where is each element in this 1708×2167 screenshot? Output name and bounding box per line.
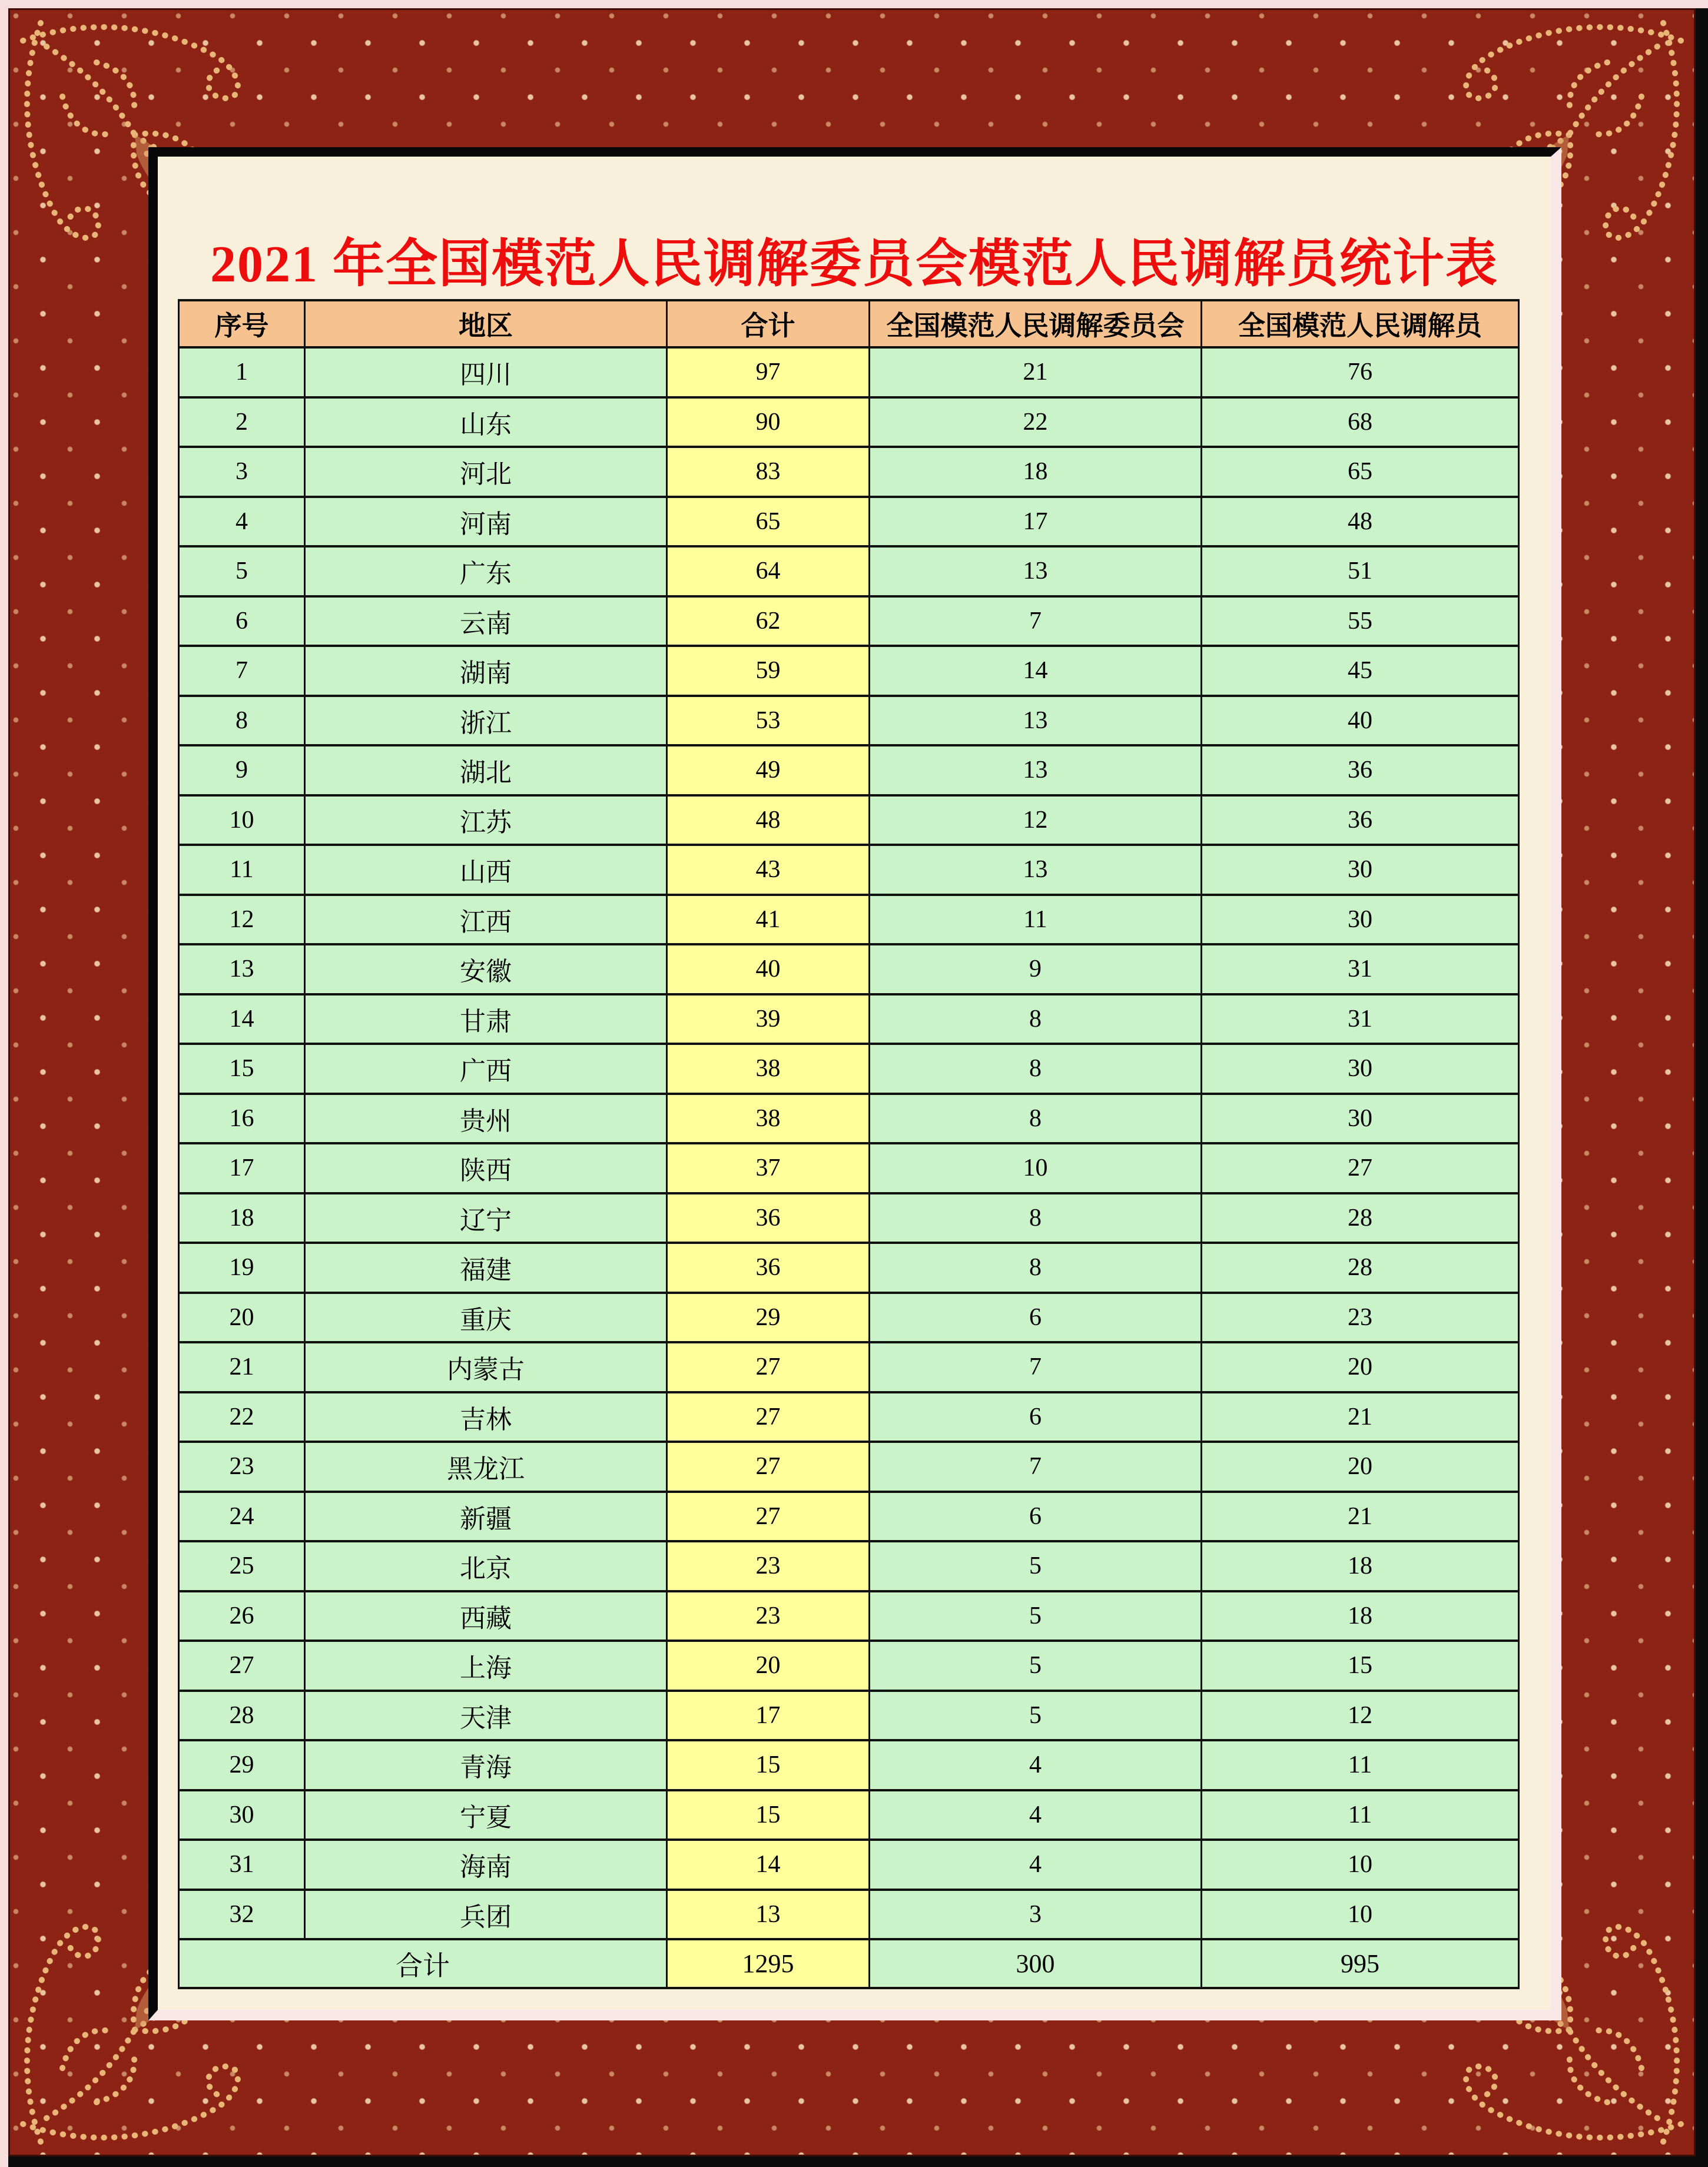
cell-mediators: 48 [1202,497,1519,547]
cell-committees: 3 [870,1890,1202,1940]
table-row [179,1293,1519,1343]
cell-region: 兵团 [305,1890,667,1940]
cell-mediators: 68 [1202,397,1519,447]
cell-committees: 13 [870,546,1202,596]
cell-region: 青海 [305,1740,667,1790]
cell-no: 28 [179,1691,305,1741]
cell-total: 20 [667,1641,870,1691]
cell-committees: 5 [870,1641,1202,1691]
cell-committees: 7 [870,1442,1202,1492]
cell-total: 14 [667,1840,870,1890]
table-row [179,1392,1519,1442]
cell-no: 21 [179,1342,305,1392]
header-cell-total: 合计 [667,300,870,347]
cell-mediators: 65 [1202,447,1519,497]
cell-mediators: 21 [1202,1392,1519,1442]
cell-no: 15 [179,1044,305,1094]
table-row [179,546,1519,596]
cell-region: 安徽 [305,944,667,994]
table-row [179,497,1519,547]
cell-mediators: 28 [1202,1193,1519,1243]
cell-mediators: 31 [1202,994,1519,1044]
cell-no: 25 [179,1541,305,1591]
table-row [179,596,1519,646]
cell-mediators: 10 [1202,1840,1519,1890]
cell-no: 18 [179,1193,305,1243]
cell-region: 山东 [305,397,667,447]
cell-region: 河北 [305,447,667,497]
table-row [179,1094,1519,1144]
cell-mediators: 20 [1202,1342,1519,1392]
cell-total: 59 [667,646,870,696]
cell-no: 27 [179,1641,305,1691]
total-row-total: 1295 [667,1939,870,1988]
cell-no: 13 [179,944,305,994]
cell-committees: 8 [870,1094,1202,1144]
cell-no: 2 [179,397,305,447]
cell-total: 27 [667,1492,870,1542]
cell-no: 17 [179,1143,305,1193]
cell-committees: 5 [870,1591,1202,1641]
cell-mediators: 12 [1202,1691,1519,1741]
table-row [179,1143,1519,1193]
outer-shadow-edge-bottom [0,2156,1708,2167]
cell-mediators: 11 [1202,1740,1519,1790]
cell-committees: 18 [870,447,1202,497]
cell-mediators: 36 [1202,795,1519,845]
cell-total: 27 [667,1342,870,1392]
cell-committees: 4 [870,1740,1202,1790]
cell-committees: 5 [870,1691,1202,1741]
cell-region: 吉林 [305,1392,667,1442]
cell-mediators: 21 [1202,1492,1519,1542]
cell-committees: 7 [870,1342,1202,1392]
cell-committees: 8 [870,1193,1202,1243]
outer-shadow-edge-right [1696,0,1708,2167]
cell-region: 海南 [305,1840,667,1890]
table-row [179,944,1519,994]
cell-region: 陕西 [305,1143,667,1193]
cell-no: 1 [179,347,305,397]
cell-mediators: 36 [1202,745,1519,795]
cell-no: 30 [179,1790,305,1840]
cell-no: 16 [179,1094,305,1144]
table-header-row [179,300,1519,347]
cell-total: 17 [667,1691,870,1741]
cell-committees: 9 [870,944,1202,994]
cell-total: 13 [667,1890,870,1940]
cell-mediators: 30 [1202,1094,1519,1144]
cell-region: 西藏 [305,1591,667,1641]
cell-no: 6 [179,596,305,646]
cell-total: 27 [667,1392,870,1442]
cell-region: 河南 [305,497,667,547]
cell-no: 5 [179,546,305,596]
cell-no: 20 [179,1293,305,1343]
table-row [179,1442,1519,1492]
outer-highlight-edge-left [0,0,8,2167]
cell-region: 湖北 [305,745,667,795]
cell-region: 宁夏 [305,1790,667,1840]
cell-total: 15 [667,1740,870,1790]
table-row [179,1243,1519,1293]
cell-committees: 13 [870,845,1202,895]
cell-no: 23 [179,1442,305,1492]
cell-mediators: 30 [1202,845,1519,895]
table-row [179,1890,1519,1940]
cell-committees: 14 [870,646,1202,696]
cell-total: 97 [667,347,870,397]
cell-total: 37 [667,1143,870,1193]
cell-mediators: 27 [1202,1143,1519,1193]
table-row [179,347,1519,397]
table-row [179,1591,1519,1641]
cell-committees: 17 [870,497,1202,547]
table-row [179,447,1519,497]
cell-mediators: 15 [1202,1641,1519,1691]
header-cell-mediators: 全国模范人民调解员 [1202,300,1519,347]
cell-total: 83 [667,447,870,497]
table-row [179,1342,1519,1392]
cell-committees: 13 [870,696,1202,746]
cell-region: 云南 [305,596,667,646]
cell-total: 36 [667,1193,870,1243]
total-row [179,1939,1519,1988]
cell-no: 31 [179,1840,305,1890]
cell-mediators: 55 [1202,596,1519,646]
cell-region: 广西 [305,1044,667,1094]
cell-region: 辽宁 [305,1193,667,1243]
cell-committees: 6 [870,1392,1202,1442]
cell-committees: 6 [870,1293,1202,1343]
cell-mediators: 31 [1202,944,1519,994]
cell-committees: 4 [870,1790,1202,1840]
cell-no: 29 [179,1740,305,1790]
table-row [179,1492,1519,1542]
cell-mediators: 20 [1202,1442,1519,1492]
cell-no: 19 [179,1243,305,1293]
table-row [179,895,1519,945]
table-row [179,1840,1519,1890]
cell-no: 9 [179,745,305,795]
cell-no: 22 [179,1392,305,1442]
cell-committees: 8 [870,994,1202,1044]
cell-total: 43 [667,845,870,895]
cell-total: 90 [667,397,870,447]
cell-mediators: 30 [1202,1044,1519,1094]
cell-mediators: 30 [1202,895,1519,945]
total-row-mediators: 995 [1202,1939,1519,1988]
cell-total: 39 [667,994,870,1044]
cell-no: 8 [179,696,305,746]
cell-region: 山西 [305,845,667,895]
cell-region: 天津 [305,1691,667,1741]
cell-region: 北京 [305,1541,667,1591]
table-row [179,1790,1519,1840]
cell-region: 新疆 [305,1492,667,1542]
cell-region: 四川 [305,347,667,397]
cell-total: 27 [667,1442,870,1492]
cell-committees: 4 [870,1840,1202,1890]
cell-total: 49 [667,745,870,795]
cell-mediators: 45 [1202,646,1519,696]
cell-no: 7 [179,646,305,696]
cell-region: 贵州 [305,1094,667,1144]
cell-mediators: 18 [1202,1541,1519,1591]
cell-committees: 10 [870,1143,1202,1193]
cell-committees: 12 [870,795,1202,845]
cell-total: 23 [667,1541,870,1591]
cell-no: 32 [179,1890,305,1940]
cell-mediators: 76 [1202,347,1519,397]
cell-region: 福建 [305,1243,667,1293]
cell-mediators: 10 [1202,1890,1519,1940]
cell-committees: 13 [870,745,1202,795]
stats-table-container [178,299,1518,1989]
stats-table [178,299,1520,1989]
cell-region: 江苏 [305,795,667,845]
cell-total: 38 [667,1094,870,1144]
cell-committees: 5 [870,1541,1202,1591]
cell-total: 41 [667,895,870,945]
table-row [179,1740,1519,1790]
cell-region: 湖南 [305,646,667,696]
cell-mediators: 51 [1202,546,1519,596]
cell-committees: 6 [870,1492,1202,1542]
table-row [179,1641,1519,1691]
cell-mediators: 40 [1202,696,1519,746]
cell-no: 14 [179,994,305,1044]
cell-region: 黑龙江 [305,1442,667,1492]
cell-total: 29 [667,1293,870,1343]
total-row-label: 合计 [179,1939,667,1988]
cell-total: 62 [667,596,870,646]
cell-no: 12 [179,895,305,945]
header-cell-committees: 全国模范人民调解委员会 [870,300,1202,347]
cell-no: 26 [179,1591,305,1641]
cell-total: 40 [667,944,870,994]
outer-highlight-edge-top [0,0,1708,8]
cell-region: 重庆 [305,1293,667,1343]
cell-committees: 8 [870,1044,1202,1094]
cell-total: 65 [667,497,870,547]
cell-no: 3 [179,447,305,497]
cell-mediators: 28 [1202,1243,1519,1293]
cell-total: 48 [667,795,870,845]
header-cell-no: 序号 [179,300,305,347]
cell-region: 江西 [305,895,667,945]
header-cell-region: 地区 [305,300,667,347]
cell-total: 38 [667,1044,870,1094]
table-row [179,1541,1519,1591]
cell-no: 4 [179,497,305,547]
cell-total: 23 [667,1591,870,1641]
cell-no: 11 [179,845,305,895]
cell-total: 64 [667,546,870,596]
cell-region: 广东 [305,546,667,596]
cell-committees: 11 [870,895,1202,945]
cell-committees: 7 [870,596,1202,646]
table-row [179,646,1519,696]
cell-total: 53 [667,696,870,746]
table-row [179,1193,1519,1243]
table-row [179,1044,1519,1094]
content-panel [148,147,1561,2020]
cell-total: 36 [667,1243,870,1293]
table-row [179,696,1519,746]
cell-committees: 22 [870,397,1202,447]
cell-total: 15 [667,1790,870,1840]
cell-mediators: 18 [1202,1591,1519,1641]
page-title: 2021 年全国模范人民调解委员会模范人民调解员统计表 [210,236,1498,293]
cell-mediators: 23 [1202,1293,1519,1343]
cell-region: 内蒙古 [305,1342,667,1392]
table-row [179,1691,1519,1741]
table-row [179,745,1519,795]
table-row [179,397,1519,447]
table-row [179,994,1519,1044]
cell-region: 上海 [305,1641,667,1691]
cell-region: 浙江 [305,696,667,746]
cell-region: 甘肃 [305,994,667,1044]
cell-mediators: 11 [1202,1790,1519,1840]
cell-no: 24 [179,1492,305,1542]
total-row-committees: 300 [870,1939,1202,1988]
cell-committees: 8 [870,1243,1202,1293]
cell-committees: 21 [870,347,1202,397]
table-row [179,795,1519,845]
table-row [179,845,1519,895]
cell-no: 10 [179,795,305,845]
